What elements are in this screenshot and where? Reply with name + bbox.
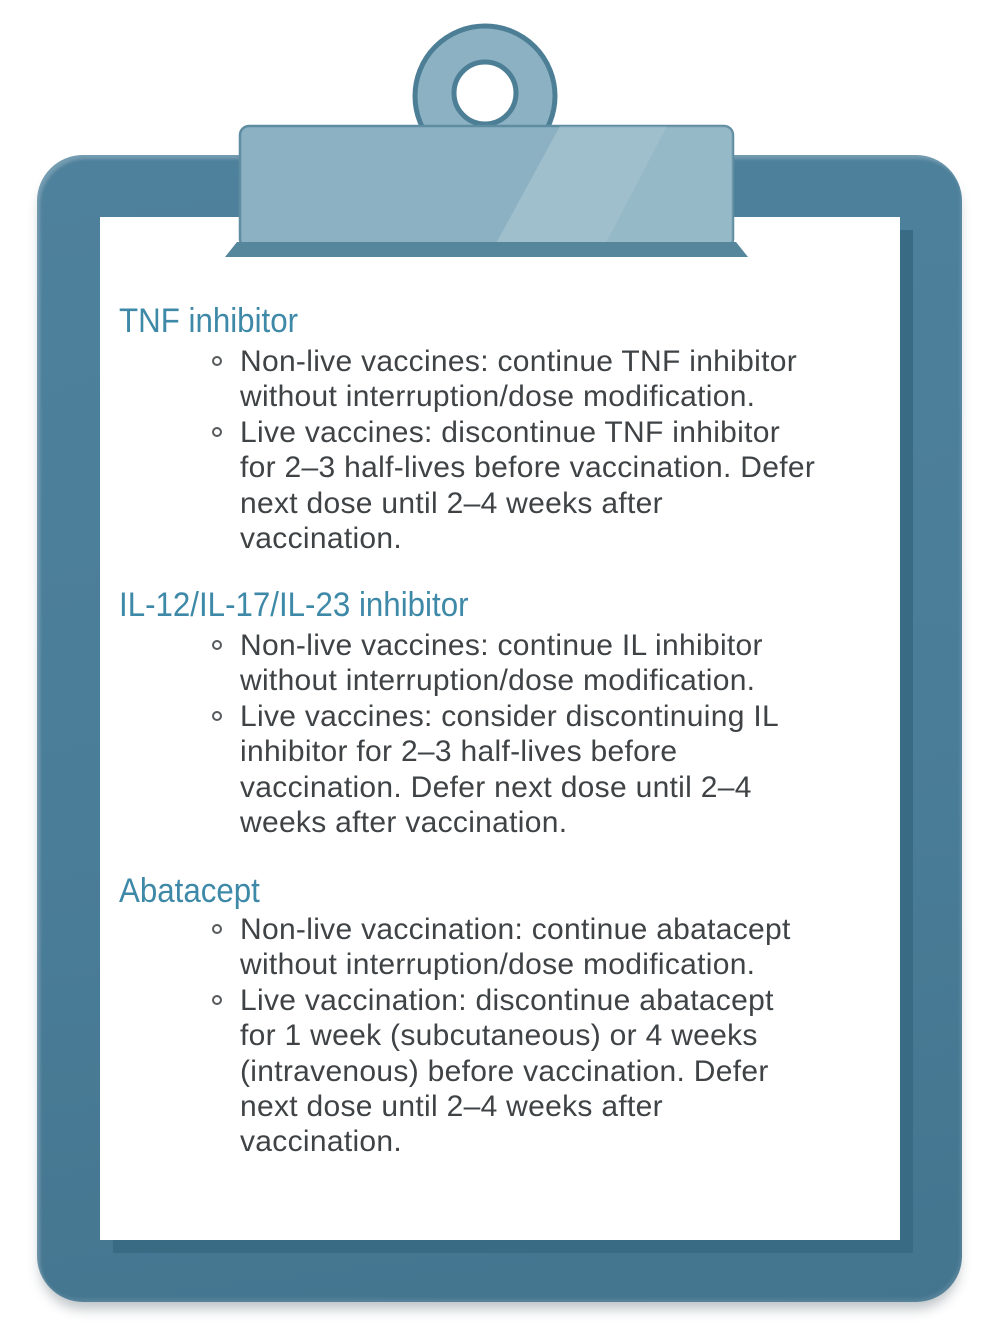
bullet-circle-icon <box>212 356 222 366</box>
bullet-text: Non-live vaccines: continue IL inhibitor <box>240 629 763 662</box>
clipboard-paper <box>100 217 900 1240</box>
bullet-text: without interruption/dose modification. <box>240 380 756 414</box>
list-item <box>212 415 815 557</box>
section-heading-abatacept: Abatacept <box>119 872 260 910</box>
bullet-text: for 2–3 half-lives before vaccination. Defer <box>240 451 816 485</box>
bullet-circle-icon <box>212 924 222 934</box>
list-item <box>212 344 815 415</box>
bullet-text: Non-live vaccines: continue TNF inhibitor <box>240 345 797 378</box>
section-heading-il-inhibitor: IL-12/IL-17/IL-23 inhibitor <box>119 586 469 624</box>
bullet-text: inhibitor for 2–3 half-lives before <box>240 735 678 769</box>
list-item <box>212 699 779 841</box>
section-heading-tnf-inhibitor: TNF inhibitor <box>119 302 299 340</box>
bullet-text: vaccination. <box>240 522 403 556</box>
clip-ring-hole <box>454 62 516 124</box>
bullet-text: Non-live vaccination: continue abatacept <box>240 913 791 946</box>
bullet-text: next dose until 2–4 weeks after <box>240 1090 663 1124</box>
bullet-text: without interruption/dose modification. <box>240 664 756 698</box>
list-item <box>212 983 791 1160</box>
clip-ring <box>415 26 555 166</box>
section-bullets <box>212 912 791 1160</box>
bullet-text: Live vaccines: consider discontinuing IL <box>240 699 779 733</box>
bullet-text: Live vaccination: discontinue abatacept <box>240 983 774 1017</box>
bullet-circle-icon <box>212 995 222 1005</box>
bullet-text: weeks after vaccination. <box>240 806 568 840</box>
bullet-text: for 1 week (subcutaneous) or 4 weeks <box>240 1019 758 1053</box>
bullet-text: (intravenous) before vaccination. Defer <box>240 1054 769 1088</box>
bullet-circle-icon <box>212 427 222 437</box>
bullet-text: vaccination. <box>240 1125 403 1159</box>
bullet-circle-icon <box>212 640 222 650</box>
bullet-text: without interruption/dose modification. <box>240 948 756 982</box>
list-item <box>212 628 779 699</box>
section-bullets <box>212 628 779 840</box>
bullet-text: next dose until 2–4 weeks after <box>240 486 663 520</box>
bullet-circle-icon <box>212 711 222 721</box>
section-bullets <box>212 344 815 556</box>
bullet-text: Live vaccines: discontinue TNF inhibitor <box>240 415 781 449</box>
list-item <box>212 912 791 983</box>
bullet-text: vaccination. Defer next dose until 2–4 <box>240 770 752 804</box>
